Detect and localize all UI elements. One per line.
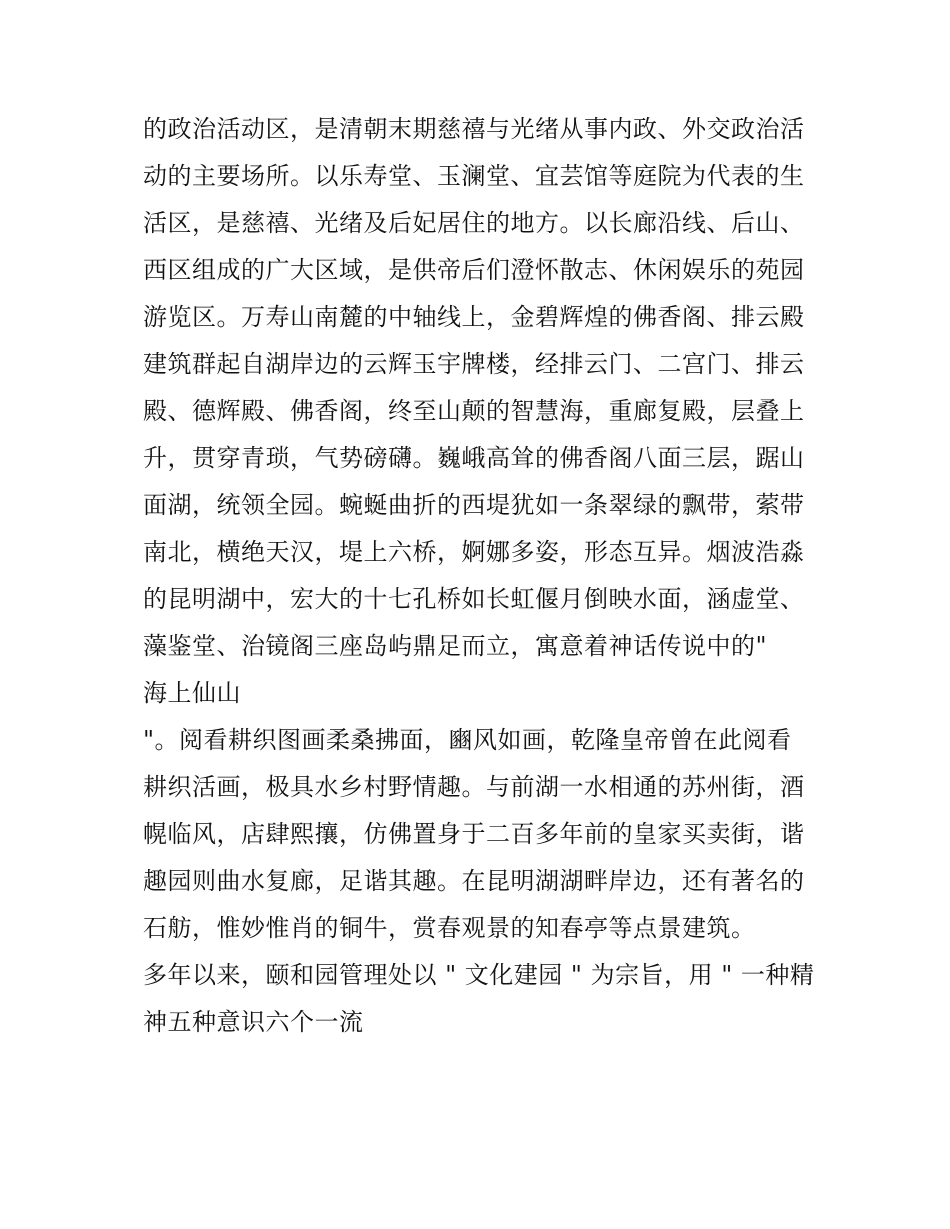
text-line: 幌临风，店肆熙攘，仿佛置身于二百多年前的皇家买卖街，谐 [143,820,805,848]
text-line: 石舫，惟妙惟肖的铜牛，赏春观景的知春亭等点景建筑。 [143,914,756,942]
text-line: 神五种意识六个一流 [143,1008,364,1036]
text-line: "。阅看耕织图画柔桑拂面，豳风如画，乾隆皇帝曾在此阅看 [143,726,792,754]
body-text [143,106,823,1046]
text-line: 面湖，统领全园。蜿蜒曲折的西堤犹如一条翠绿的飘带，萦带 [143,491,805,519]
text-line: 建筑群起自湖岸边的云辉玉宇牌楼，经排云门、二宫门、排云 [143,350,805,378]
text-line: 西区组成的广大区域，是供帝后们澄怀散志、休闲娱乐的苑园 [143,256,805,284]
text-line: 动的主要场所。以乐寿堂、玉澜堂、宜芸馆等庭院为代表的生 [143,162,805,190]
text-line: 海上仙山 [143,679,241,707]
text-line: 藻鉴堂、治镜阁三座岛屿鼎足而立，寓意着神话传说中的" [143,632,768,660]
text-line: 趣园则曲水复廊，足谐其趣。在昆明湖湖畔岸边，还有著名的 [143,867,805,895]
text-line: 多年以来，颐和园管理处以 " 文化建园 " 为宗旨，用 " 一种精 [143,961,815,989]
text-line: 殿、德辉殿、佛香阁，终至山颠的智慧海，重廊复殿，层叠上 [143,397,805,425]
text-line: 游览区。万寿山南麓的中轴线上，金碧辉煌的佛香阁、排云殿 [143,303,805,331]
text-line: 南北，横绝天汉，堤上六桥，婀娜多姿，形态互异。烟波浩淼 [143,538,805,566]
text-line: 活区，是慈禧、光绪及后妃居住的地方。以长廊沿线、后山、 [143,209,805,237]
text-line: 的政治活动区，是清朝末期慈禧与光绪从事内政、外交政治活 [143,115,805,143]
text-line: 的昆明湖中，宏大的十七孔桥如长虹偃月倒映水面，涵虚堂、 [143,585,805,613]
text-line: 升，贯穿青琐，气势磅礴。巍峨高耸的佛香阁八面三层，踞山 [143,444,805,472]
text-line: 耕织活画，极具水乡村野情趣。与前湖一水相通的苏州街，酒 [143,773,805,801]
